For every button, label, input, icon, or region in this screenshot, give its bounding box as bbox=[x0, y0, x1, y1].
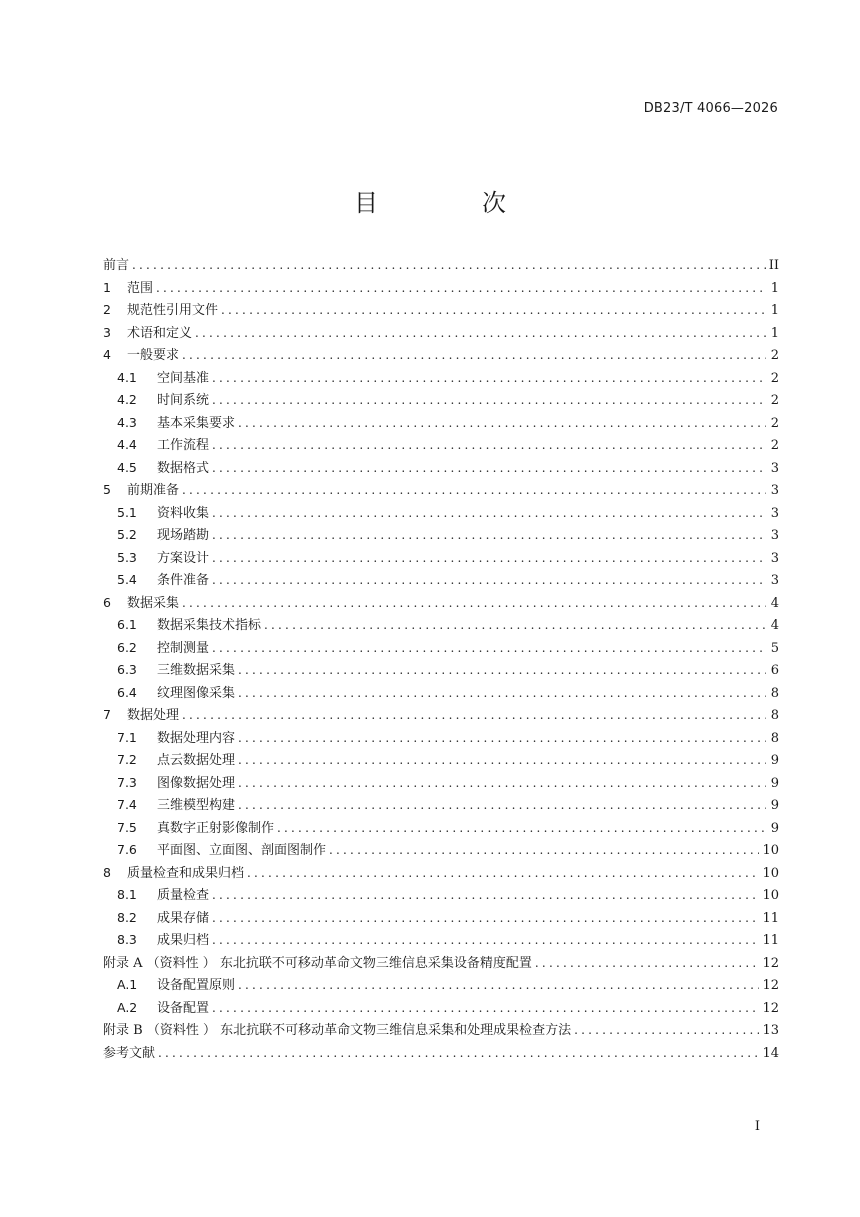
toc-entry-number: 7.2 bbox=[117, 752, 137, 767]
toc-entry-number: 6 bbox=[103, 594, 111, 610]
toc-entry-number: 6.1 bbox=[117, 617, 137, 632]
toc-entry-page: 2 bbox=[770, 370, 779, 386]
toc-entry[interactable] bbox=[103, 592, 779, 615]
toc-leader-dots bbox=[212, 907, 759, 930]
toc-leader-dots bbox=[212, 524, 766, 547]
toc-entry-label: 工作流程 bbox=[157, 438, 210, 453]
toc-leader-dots bbox=[238, 794, 766, 817]
toc-entry-page: 12 bbox=[762, 1000, 779, 1016]
toc-entry-page: 4 bbox=[770, 595, 779, 611]
toc-leader-dots bbox=[264, 614, 766, 637]
toc-entry-label: 现场踏勘 bbox=[157, 528, 210, 543]
toc-entry-page: 9 bbox=[770, 753, 779, 768]
toc-entry-page: 8 bbox=[770, 730, 779, 746]
toc-leader-dots bbox=[238, 974, 759, 997]
toc-leader-dots bbox=[212, 457, 766, 480]
toc-entry-page: 11 bbox=[762, 910, 779, 926]
toc-leader-dots bbox=[212, 547, 766, 570]
toc-leader-dots bbox=[212, 367, 766, 390]
toc-entry[interactable] bbox=[103, 974, 779, 997]
toc-entry-number: A.1 bbox=[117, 977, 138, 992]
toc-entry-page: 8 bbox=[770, 708, 779, 723]
toc-entry-label: 条件准备 bbox=[157, 573, 210, 588]
toc-entry-label: 术语和定义 bbox=[127, 325, 193, 341]
toc-entry-label: 数据采集 bbox=[127, 595, 180, 611]
toc-entry-page: 9 bbox=[770, 775, 779, 791]
toc-entry-page: 2 bbox=[770, 438, 779, 453]
toc-entry-number: 6.2 bbox=[117, 639, 137, 655]
toc-entry-label: 附录 A （资料性 ） 东北抗联不可移动革命文物三维信息采集设备精度配置 bbox=[103, 955, 532, 971]
toc-leader-dots bbox=[182, 344, 766, 367]
toc-entry-page: 8 bbox=[770, 685, 779, 701]
toc-entry[interactable] bbox=[103, 997, 779, 1020]
toc-entry-number: 7.6 bbox=[117, 842, 137, 857]
toc-entry-page: 9 bbox=[770, 798, 779, 813]
page-number: I bbox=[754, 1119, 760, 1134]
toc-entry-label: 资料收集 bbox=[157, 505, 210, 521]
toc-entry[interactable] bbox=[103, 547, 779, 570]
toc-entry-number: 4 bbox=[103, 347, 111, 362]
toc-entry-label: 数据格式 bbox=[157, 460, 210, 476]
toc-entry-label: 附录 B （资料性 ） 东北抗联不可移动革命文物三维信息采集和处理成果检查方法 bbox=[103, 1023, 572, 1038]
toc-entry-label: 前言 bbox=[103, 258, 130, 273]
toc-entry[interactable] bbox=[103, 322, 779, 345]
toc-entry[interactable] bbox=[103, 794, 779, 817]
toc-entry[interactable] bbox=[103, 344, 779, 367]
toc-leader-dots bbox=[182, 592, 766, 615]
toc-entry-label: 时间系统 bbox=[157, 393, 210, 408]
toc-leader-dots bbox=[238, 727, 766, 750]
toc-entry-number: 8.2 bbox=[117, 909, 137, 925]
toc-entry-number: 3 bbox=[103, 324, 111, 340]
toc-leader-dots bbox=[182, 479, 766, 502]
toc-entry[interactable] bbox=[103, 457, 779, 480]
toc-entry-label: 设备配置原则 bbox=[157, 978, 236, 993]
toc-entry-label: 数据处理内容 bbox=[157, 730, 236, 746]
toc-entry-label: 一般要求 bbox=[127, 348, 180, 363]
toc-leader-dots bbox=[238, 412, 766, 435]
toc-entry-page: 6 bbox=[770, 663, 779, 678]
toc-entry[interactable] bbox=[103, 299, 779, 322]
toc-entry-page: 12 bbox=[762, 978, 779, 993]
toc-entry-number: 4.4 bbox=[117, 437, 137, 452]
toc-entry[interactable] bbox=[103, 839, 779, 862]
toc-entry-number: 5.2 bbox=[117, 527, 137, 542]
toc-entry-number: 4.3 bbox=[117, 414, 137, 430]
toc-leader-dots bbox=[247, 862, 759, 885]
toc-entry-page: 3 bbox=[770, 505, 779, 521]
toc-leader-dots bbox=[182, 704, 766, 727]
toc-entry-label: 成果存储 bbox=[157, 910, 210, 926]
toc-entry-page: 2 bbox=[770, 348, 779, 363]
toc-leader-dots bbox=[156, 277, 766, 300]
toc-leader-dots bbox=[574, 1019, 759, 1042]
toc-entry-label: 控制测量 bbox=[157, 640, 210, 656]
toc-entry-number: 5.4 bbox=[117, 572, 137, 587]
toc-entry-number: 5.1 bbox=[117, 504, 137, 520]
toc-entry-number: 7.1 bbox=[117, 729, 137, 745]
toc-leader-dots bbox=[238, 659, 766, 682]
toc-entry[interactable] bbox=[103, 412, 779, 435]
toc-entry-label: 数据采集技术指标 bbox=[157, 618, 262, 633]
toc-entry[interactable] bbox=[103, 952, 779, 975]
toc-leader-dots bbox=[195, 322, 766, 345]
toc-entry-number: 4.5 bbox=[117, 459, 137, 475]
toc-leader-dots bbox=[212, 884, 759, 907]
toc-entry-page: 2 bbox=[770, 415, 779, 431]
toc-entry[interactable] bbox=[103, 1042, 779, 1065]
toc-entry-label: 真数字正射影像制作 bbox=[157, 820, 275, 836]
toc-entry-label: 三维数据采集 bbox=[157, 663, 236, 678]
toc-entry-label: 成果归档 bbox=[157, 933, 210, 948]
table-of-contents bbox=[103, 254, 779, 1064]
toc-leader-dots bbox=[277, 817, 766, 840]
toc-entry-label: 参考文献 bbox=[103, 1045, 156, 1061]
toc-leader-dots bbox=[132, 254, 766, 277]
toc-entry-number: 8.3 bbox=[117, 932, 137, 947]
toc-entry-number: 7.4 bbox=[117, 797, 137, 812]
document-code: DB23/T 4066—2026 bbox=[643, 101, 778, 116]
toc-leader-dots bbox=[158, 1042, 759, 1065]
toc-entry-page: 13 bbox=[762, 1023, 779, 1038]
toc-entry-number: 5.3 bbox=[117, 549, 137, 565]
toc-entry[interactable] bbox=[103, 884, 779, 907]
toc-entry[interactable] bbox=[103, 1019, 779, 1042]
toc-leader-dots bbox=[212, 637, 766, 660]
toc-entry[interactable] bbox=[103, 254, 779, 277]
toc-entry[interactable] bbox=[103, 479, 779, 502]
toc-entry-number: 6.4 bbox=[117, 684, 137, 700]
toc-entry[interactable] bbox=[103, 817, 779, 840]
toc-entry[interactable] bbox=[103, 659, 779, 682]
toc-entry-page: 11 bbox=[762, 933, 779, 948]
toc-entry[interactable] bbox=[103, 682, 779, 705]
toc-entry[interactable] bbox=[103, 929, 779, 952]
toc-entry-page: 2 bbox=[770, 393, 779, 408]
toc-entry-page: 1 bbox=[770, 303, 779, 318]
toc-entry[interactable] bbox=[103, 434, 779, 457]
toc-leader-dots bbox=[535, 952, 760, 975]
toc-entry-page: 14 bbox=[762, 1045, 779, 1061]
toc-leader-dots bbox=[238, 772, 766, 795]
toc-entry-page: 10 bbox=[762, 843, 779, 858]
toc-entry-page: II bbox=[768, 258, 779, 273]
toc-entry[interactable] bbox=[103, 389, 779, 412]
toc-entry[interactable] bbox=[103, 749, 779, 772]
toc-entry-page: 10 bbox=[762, 865, 779, 881]
toc-leader-dots bbox=[329, 839, 759, 862]
toc-entry[interactable] bbox=[103, 614, 779, 637]
toc-entry-label: 纹理图像采集 bbox=[157, 685, 236, 701]
toc-leader-dots bbox=[212, 929, 759, 952]
toc-entry[interactable] bbox=[103, 862, 779, 885]
toc-leader-dots bbox=[212, 569, 766, 592]
toc-entry-label: 质量检查和成果归档 bbox=[127, 865, 245, 881]
toc-entry-label: 平面图、立面图、剖面图制作 bbox=[157, 843, 327, 858]
toc-entry-label: 空间基准 bbox=[157, 370, 210, 386]
toc-leader-dots bbox=[221, 299, 766, 322]
toc-leader-dots bbox=[238, 682, 766, 705]
toc-leader-dots bbox=[212, 502, 766, 525]
toc-entry-number: 7.3 bbox=[117, 774, 137, 790]
toc-entry-label: 范围 bbox=[127, 280, 154, 296]
toc-entry[interactable] bbox=[103, 727, 779, 750]
toc-leader-dots bbox=[238, 749, 766, 772]
toc-entry-number: 7.5 bbox=[117, 819, 137, 835]
toc-entry[interactable] bbox=[103, 569, 779, 592]
toc-entry-number: 6.3 bbox=[117, 662, 137, 677]
page-title: 目 次 bbox=[354, 189, 546, 217]
toc-entry[interactable] bbox=[103, 704, 779, 727]
toc-entry-number: 4.2 bbox=[117, 392, 137, 407]
toc-entry-label: 图像数据处理 bbox=[157, 775, 236, 791]
toc-entry[interactable] bbox=[103, 907, 779, 930]
toc-entry[interactable] bbox=[103, 502, 779, 525]
toc-entry[interactable] bbox=[103, 772, 779, 795]
toc-entry[interactable] bbox=[103, 524, 779, 547]
toc-entry-number: 2 bbox=[103, 302, 111, 317]
toc-entry-page: 12 bbox=[762, 955, 779, 971]
toc-leader-dots bbox=[212, 389, 766, 412]
toc-entry-page: 4 bbox=[770, 618, 779, 633]
toc-entry-number: 1 bbox=[103, 279, 111, 295]
toc-leader-dots bbox=[212, 997, 759, 1020]
toc-entry[interactable] bbox=[103, 277, 779, 300]
toc-entry-page: 3 bbox=[770, 528, 779, 543]
toc-entry-label: 质量检查 bbox=[157, 888, 210, 903]
toc-entry-label: 基本采集要求 bbox=[157, 415, 236, 431]
toc-entry-label: 前期准备 bbox=[127, 483, 180, 498]
toc-entry-number: 4.1 bbox=[117, 369, 137, 385]
toc-entry-label: 方案设计 bbox=[157, 550, 210, 566]
toc-entry-number: A.2 bbox=[117, 999, 138, 1015]
toc-entry-page: 3 bbox=[770, 460, 779, 476]
toc-entry-page: 1 bbox=[770, 280, 779, 296]
toc-leader-dots bbox=[212, 434, 766, 457]
toc-entry-number: 8 bbox=[103, 864, 111, 880]
toc-entry-number: 5 bbox=[103, 482, 111, 497]
toc-entry-page: 1 bbox=[770, 325, 779, 341]
toc-entry-number: 7 bbox=[103, 707, 111, 722]
toc-entry-page: 3 bbox=[770, 573, 779, 588]
toc-entry-label: 设备配置 bbox=[157, 1000, 210, 1016]
toc-entry-page: 9 bbox=[770, 820, 779, 836]
toc-entry-label: 规范性引用文件 bbox=[127, 303, 219, 318]
toc-entry[interactable] bbox=[103, 367, 779, 390]
toc-entry-page: 3 bbox=[770, 483, 779, 498]
toc-entry-label: 点云数据处理 bbox=[157, 753, 236, 768]
toc-entry-label: 三维模型构建 bbox=[157, 798, 236, 813]
toc-entry-page: 5 bbox=[770, 640, 779, 656]
toc-entry-label: 数据处理 bbox=[127, 708, 180, 723]
toc-entry-page: 3 bbox=[770, 550, 779, 566]
toc-entry-number: 8.1 bbox=[117, 887, 137, 902]
toc-entry-page: 10 bbox=[762, 888, 779, 903]
toc-entry[interactable] bbox=[103, 637, 779, 660]
